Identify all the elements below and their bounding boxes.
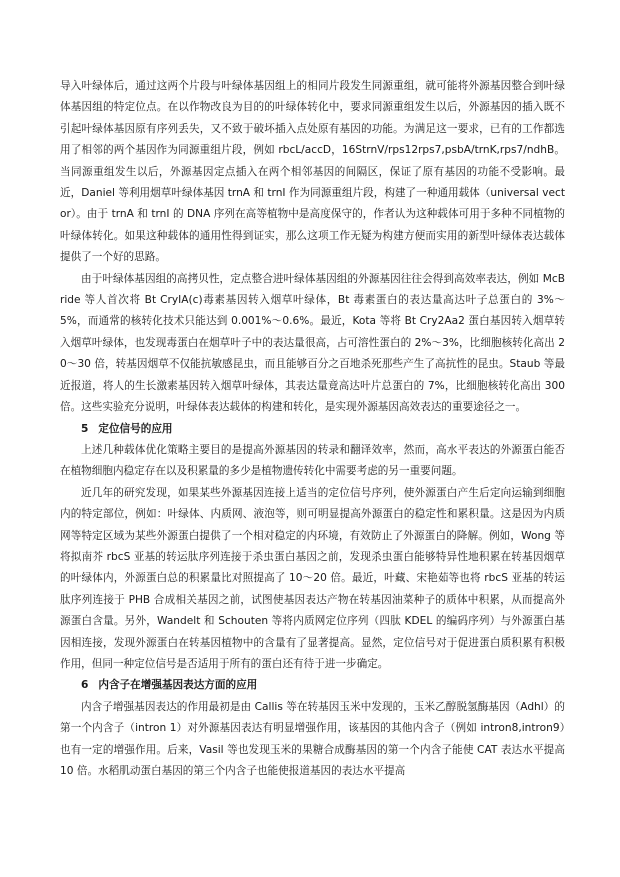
section-number: 5 <box>81 422 89 435</box>
section-number: 6 <box>81 679 89 692</box>
paragraph-chloroplast-high-expression: 由于叶绿体基因组的高拷贝性，定点整合进叶绿体基因组的外源基因往往会得到高效率表达，例如 McBride 等人首次将 Bt CryIA(c)毒素基因转入烟草叶绿体，Bt 毒素蛋白的表达量高达叶子总蛋白的 3%～5%，而通常的核转化技术只能达到 0.001%～0.6%。最近，Kota 等将 Bt Cry2Aa2 蛋白基因转入烟草转入烟草叶绿体，也发现毒蛋白在烟草叶子中的表达量很高，占可溶性蛋白的 2%～3%，比细胞核转化高出 20～30 倍，转基因烟草不仅能抗敏感昆虫，而且能够百分之百地杀死那些产生了高抗性的昆虫。Staub 等最近报道，将人的生长激素基因转入烟草叶绿体，其表达量竟高达叶片总蛋白的 7%，比细胞核转化高出 300 倍。这些实验充分说明，叶绿体表达载体的构建和转化，是实现外源基因高效表达的重要途径之一。 <box>60 272 565 414</box>
paragraph-protein-stability: 上述几种载体优化策略主要目的是提高外源基因的转录和翻译效率，然而，高水平表达的外源蛋白能否在植物细胞内稳定存在以及积累量的多少是植物遗传转化中需要考虑的另一重要问题。 <box>60 443 565 478</box>
document-page <box>60 76 565 782</box>
paragraph-targeting-signal: 近几年的研究发现，如果某些外源基因连接上适当的定位信号序列，使外源蛋白产生后定向运输到细胞内的特定部位，例如：叶绿体、内质网、液泡等，则可明显提高外源蛋白的稳定性和累积量。这是因为内质网等特定区域为某些外源蛋白提供了一个相对稳定的内环境，有效防止了外源蛋白的降解。例如，Wong 等将拟南芥 rbcS 亚基的转运肽序列连接于杀虫蛋白基因之前，发现杀虫蛋白能够特异性地积累在转基因烟草的叶绿体内，外源蛋白总的积累量比对照提高了 10～20 倍。最近，叶藏、宋艳茹等也将 rbcS 亚基的转运肽序列连接于 PHB 合成相关基因之前，试图使基因表达产物在转基因油菜种子的质体中积累，从而提高外源蛋白含量。另外，Wandelt 和 Schouten 等将内质网定位序列（四肽 KDEL 的编码序列）与外源蛋白基因相连接，发现外源蛋白在转基因植物中的含量有了显著提高。显然，定位信号对于促进蛋白质积累有积极作用，但同一种定位信号是否适用于所有的蛋白还有待于进一步确定。 <box>60 486 565 670</box>
paragraph-intron-enhancement: 内含子增强基因表达的作用最初是由 Callis 等在转基因玉米中发现的，玉米乙醇脱氢酶基因（Adhl）的第一个内含子（intron 1）对外源基因表达有明显增强作用，该基因的其他内含子（例如 intron8,intron9）也有一定的增强作用。后来，Vasil 等也发现玉米的果糖合成酶基因的第一个内含子能使 CAT 表达水平提高 10 倍。水稻肌动蛋白基因的第三个内含子也能使报道基因的表达水平提高 <box>60 700 565 777</box>
paragraph-homologous-recombination: 导入叶绿体后，通过这两个片段与叶绿体基因组上的相同片段发生同源重组，就可能将外源基因整合到叶绿体基因组的特定位点。在以作物改良为目的的叶绿体转化中，要求同源重组发生以后，外源基因的插入既不引起叶绿体基因原有序列丢失，又不致于破坏插入点处原有基因的功能。为满足这一要求，已有的工作都选用了相邻的两个基因作为同源重组片段，例如 rbcL/accD，16StrnV/rps12rps7,psbA/trnK,rps7/ndhB。当同源重组发生以后，外源基因定点插入在两个相邻基因的间隔区，保证了原有基因的功能不受影响。最近，Daniel 等利用烟草叶绿体基因 trnA 和 trnI 作为同源重组片段，构建了一种通用载体（universal vector）。由于 trnA 和 trnI 的 DNA 序列在高等植物中是高度保守的，作者认为这种载体可用于多种不同植物的叶绿体转化。如果这种载体的通用性得到证实，那么这项工作无疑为构建方便而实用的新型叶绿体表达载体提供了一个好的思路。 <box>60 80 565 264</box>
section-heading-5 <box>60 419 565 440</box>
section-heading-6 <box>60 675 565 696</box>
section-title: 内含子在增强基因表达方面的应用 <box>98 679 258 692</box>
section-title: 定位信号的应用 <box>98 422 173 435</box>
